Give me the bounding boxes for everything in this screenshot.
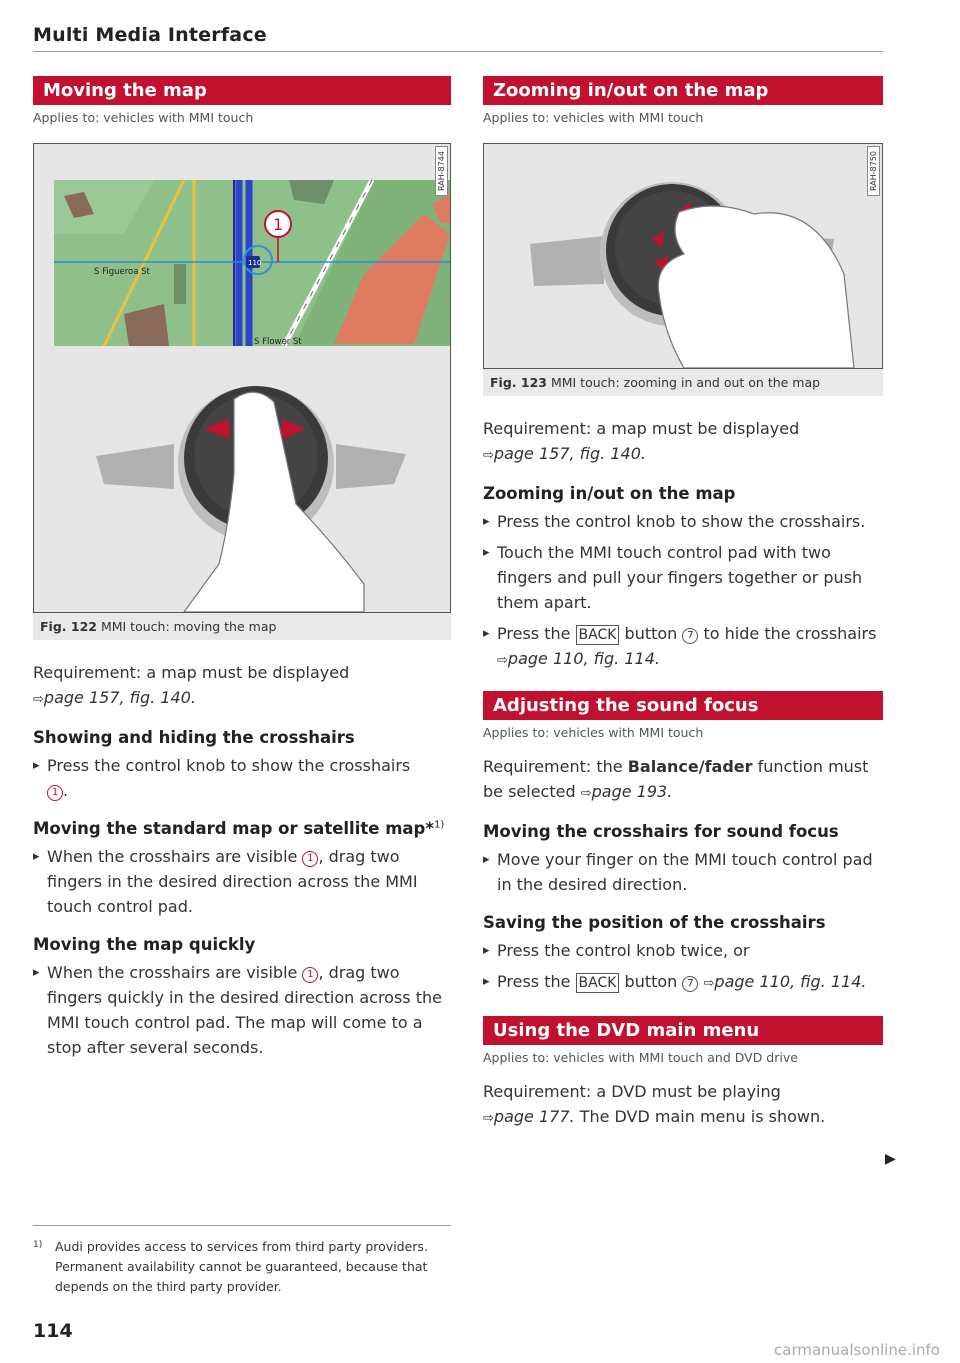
figure-123 [483,143,883,369]
step-text: , drag two fingers quickly in the desired direction across the MMI touch control pad. The map will come to a stop after several seconds. [47,963,442,1057]
requirement-paragraph [33,660,451,712]
section-title-sound-focus: Adjusting the sound focus [483,691,883,720]
function-name: Balance/fader [627,757,753,776]
applies-to: Applies to: vehicles with MMI touch [483,110,704,125]
section-title-zooming: Zooming in/out on the map [483,76,883,105]
step-item: ▸ Move your finger on the MMI touch control pad in the desired direction. [483,847,883,897]
step-text: Press the [497,624,571,643]
heading-zoom: Zooming in/out on the map [483,484,736,503]
footnote-ref[interactable]: 1) [433,819,445,831]
step-item [33,844,451,919]
zoom-map-illustration [484,144,882,368]
requirement-text: Requirement: a map must be displayed [33,663,350,682]
applies-to: Applies to: vehicles with MMI touch [33,110,254,125]
arrow-icon: ⇨ [497,653,508,668]
page-reference-link[interactable]: page 177. [493,1107,575,1126]
step-item: ▸ Press the control knob to show the crosshairs. [483,509,883,534]
heading-move-quickly: Moving the map quickly [33,935,256,954]
back-button-label: BACK [576,625,620,645]
step-item: ▸ Press the BACK button 7 to hide the crosshairs ⇨page 110, fig. 114. [483,621,883,673]
back-button-label: BACK [576,973,620,993]
steps-standard-map [33,844,451,919]
page-reference-link[interactable]: page 157, fig. 140. [43,688,196,707]
continue-arrow-icon: ▶ [885,1151,896,1167]
footnote-divider [33,1225,451,1226]
steps-move-crosshairs [483,847,883,897]
step-item: ▸ Press the BACK button 7 ⇨page 110, fig. 114. [483,969,883,996]
steps-save-crosshairs [483,938,883,996]
figure-122 [33,143,451,613]
callout-1-label: 1 [273,215,284,234]
footnote [33,1237,451,1297]
heading-show-hide-crosshairs: Showing and hiding the crosshairs [33,728,355,747]
step-text: Press the control knob to show the crosshairs [47,756,411,775]
requirement-text: Requirement: a DVD must be playing [483,1082,781,1101]
step-text: to hide the crosshairs [703,624,877,643]
left-column [33,76,451,1060]
page-reference-link[interactable]: page 193. [591,782,673,801]
footnote-mark: 1) [33,1240,43,1250]
callout-ref-1: 1 [302,967,318,983]
page-number: 114 [33,1320,73,1342]
requirement-paragraph [483,754,883,806]
step-item: ▸ Press the control knob to show the crosshairs 1 . [33,753,451,803]
page-header-title: Multi Media Interface [33,24,267,46]
applies-to: Applies to: vehicles with MMI touch and DVD drive [483,1050,798,1065]
caption-number: Fig. 123 [490,375,547,390]
callout-ref-1: 1 [302,851,318,867]
figure-caption-123 [483,369,883,396]
requirement-paragraph [483,1079,883,1131]
step-item: ▸ Touch the MMI touch control pad with two fingers and pull your fingers together or push them apart. [483,540,883,615]
caption-text: MMI touch: moving the map [100,619,277,634]
heading-standard-map [33,819,451,838]
step-text: , drag two fingers in the desired direction across the MMI touch control pad. [47,847,418,916]
requirement-text: Requirement: a map must be displayed [483,419,800,438]
street-label-figueroa: S Figueroa St [94,267,150,277]
requirement-text: The DVD main menu is shown. [579,1107,826,1126]
callout-ref-7: 7 [682,976,698,992]
page-reference-link[interactable]: page 157, fig. 140. [493,444,646,463]
header-divider [33,51,883,52]
arrow-icon: ⇨ [580,786,592,801]
steps-show-crosshairs [33,753,451,803]
figure-code: RAH-8744 [435,146,448,196]
footnote-text: Audi provides access to services from third party providers. Permanent availability cannot be guaranteed, because that depends on the third party provider. [55,1239,428,1294]
watermark: carmanualsonline.info [774,1341,940,1359]
step-text: When the crosshairs are visible [47,963,298,982]
figure-code: RAH-8750 [867,146,880,196]
knob-wing-left [530,236,604,286]
steps-zoom [483,509,883,673]
heading-move-crosshairs-sound: Moving the crosshairs for sound focus [483,822,839,841]
callout-ref-1: 1 [47,785,63,801]
step-item: ▸ Press the control knob twice, or [483,938,883,963]
street-label-flower: S Flower St [254,337,302,347]
requirement-paragraph [483,416,883,468]
arrow-icon: ⇨ [483,1111,494,1126]
heading-save-crosshairs: Saving the position of the crosshairs [483,913,826,932]
step-text: Press the [497,972,571,991]
arrow-icon: ⇨ [33,692,44,707]
caption-text: MMI touch: zooming in and out on the map [550,375,821,390]
right-column [483,76,883,1131]
requirement-text: function must be selected [483,757,869,801]
steps-move-quickly [33,960,451,1060]
callout-ref-7: 7 [682,628,698,644]
figure-caption-122 [33,613,451,640]
heading-text: Moving the standard map or satellite map* [33,819,434,838]
caption-number: Fig. 122 [40,619,97,634]
step-item [33,960,451,1060]
requirement-text: Requirement: the [483,757,623,776]
page-reference-link[interactable]: page 110, fig. 114. [507,649,660,668]
applies-to: Applies to: vehicles with MMI touch [483,725,704,740]
highway-shield: 110 [248,259,262,267]
arrow-icon: ⇨ [483,448,494,463]
step-text: When the crosshairs are visible [47,847,298,866]
page-reference-link[interactable]: page 110, fig. 114. [714,972,867,991]
section-title-dvd-menu: Using the DVD main menu [483,1016,883,1045]
arrow-icon: ⇨ [703,976,715,991]
moving-map-illustration [34,144,450,612]
section-title-moving-map: Moving the map [33,76,451,105]
